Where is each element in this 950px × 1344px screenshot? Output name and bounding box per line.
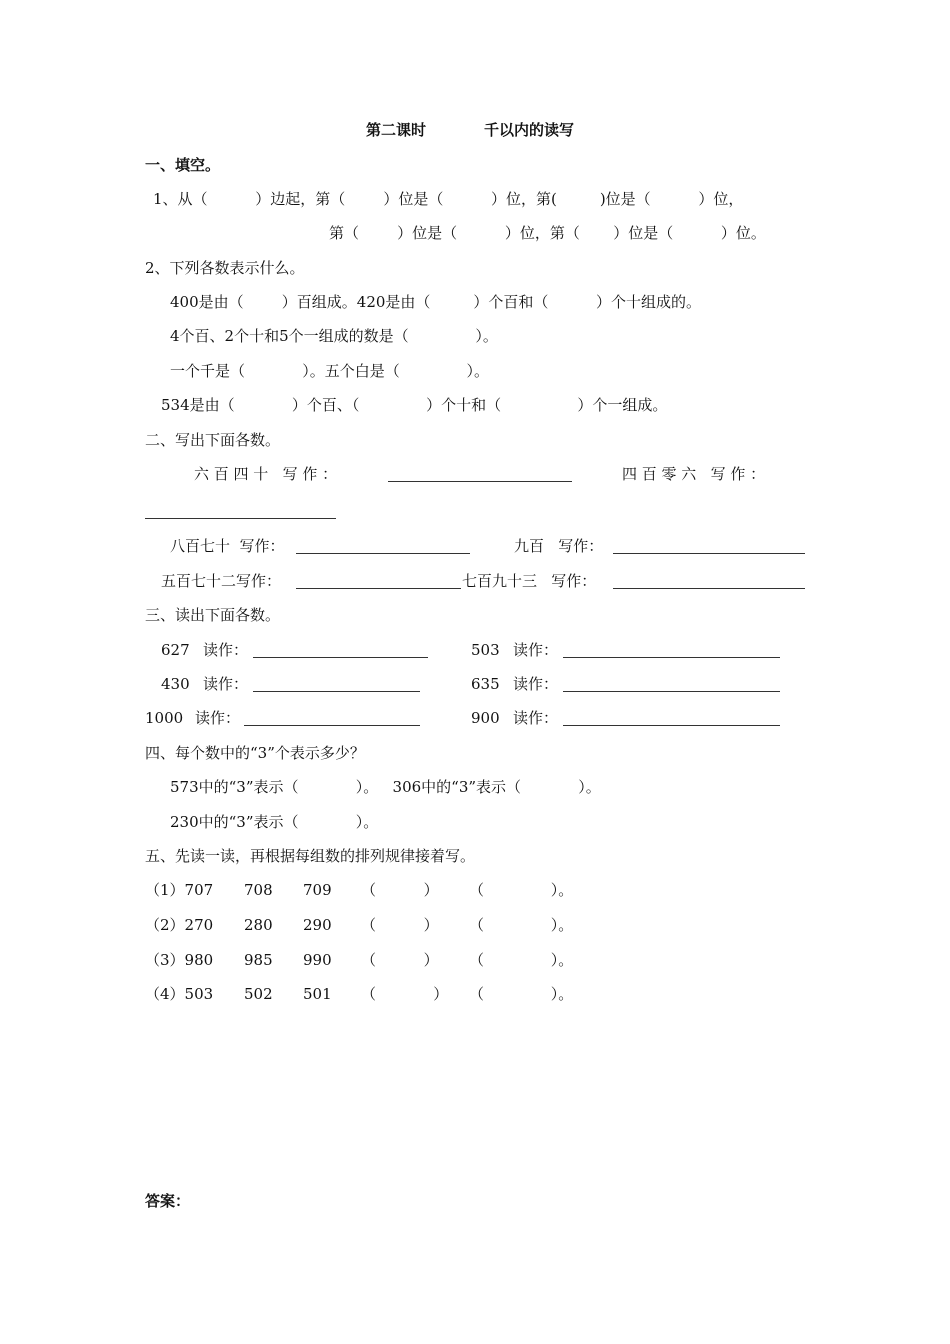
write-label-572: 五百七十二写作：	[161, 572, 282, 590]
answer-line-900[interactable]	[613, 552, 805, 554]
q1-line2: 第（ ）位是（ ）位，第（ ）位是（ ）位。	[329, 224, 766, 242]
section2-heading: 2、下列各数表示什么。	[145, 259, 305, 277]
seq-value: 280	[244, 916, 273, 934]
answer-line-572[interactable]	[296, 587, 461, 589]
seq-index: （4）503	[145, 985, 214, 1003]
section6-heading: 五、先读一读，再根据每组数的排列规律接着写。	[145, 847, 476, 865]
seq-index: （1）707	[145, 881, 214, 899]
read-label: 读作：	[203, 675, 249, 693]
write-label-640: 六 百 四 十 写 作 ：	[194, 465, 338, 483]
read-answer-line[interactable]	[253, 690, 420, 692]
s2-line2: 4个百、2个十和5个一组成的数是（ ）。	[170, 327, 498, 345]
seq-index: （2）270	[145, 916, 214, 934]
answer-heading: 答案：	[145, 1192, 191, 1210]
seq-blank[interactable]: （ ）。	[469, 951, 574, 969]
seq-value: 290	[303, 916, 332, 934]
read-num: 635	[471, 675, 500, 693]
answer-line-406[interactable]	[145, 517, 336, 519]
title-part1: 第二课时	[366, 121, 427, 139]
section3-heading: 二、写出下面各数。	[145, 431, 281, 449]
seq-blank[interactable]: （ ）。	[469, 985, 574, 1003]
seq-blank[interactable]: （ ）。	[469, 881, 574, 899]
read-answer-line[interactable]	[563, 724, 780, 726]
seq-value: 502	[244, 985, 273, 1003]
seq-blank[interactable]: （ ）。	[469, 916, 574, 934]
read-num: 503	[471, 641, 500, 659]
seq-value: 709	[303, 881, 332, 899]
read-num: 430	[161, 675, 190, 693]
s2-line1: 400是由（ ）百组成。420是由（ ）个百和（ ）个十组成的。	[170, 293, 702, 311]
seq-value: 985	[244, 951, 273, 969]
write-label-793: 七百九十三 写作：	[462, 572, 597, 590]
write-label-406: 四 百 零 六 写 作 ：	[622, 465, 766, 483]
write-label-870: 八百七十 写作：	[170, 537, 285, 555]
read-answer-line[interactable]	[253, 656, 428, 658]
read-label: 读作：	[513, 641, 559, 659]
read-label: 读作：	[203, 641, 249, 659]
read-answer-line[interactable]	[244, 724, 420, 726]
seq-blank[interactable]: （ ）	[361, 881, 439, 899]
section5-heading: 四、每个数中的“3”个表示多少？	[145, 744, 365, 762]
read-label: 读作：	[195, 709, 241, 727]
answer-line-870[interactable]	[296, 552, 470, 554]
seq-index: （3）980	[145, 951, 214, 969]
seq-value: 990	[303, 951, 332, 969]
read-num: 627	[161, 641, 190, 659]
answer-line-640[interactable]	[388, 480, 572, 482]
seq-blank[interactable]: （ ）	[361, 916, 439, 934]
q1-line1: 1、从（ ）边起，第（ ）位是（ ）位，第( )位是（ ）位，	[153, 190, 744, 208]
s2-line3: 一个千是（ ）。五个白是（ ）。	[170, 362, 489, 380]
seq-blank[interactable]: （ ）	[361, 951, 439, 969]
s5-line1: 573中的“3”表示（ ）。 306中的“3”表示（ ）。	[170, 778, 601, 796]
write-label-900: 九百 写作：	[514, 537, 604, 555]
s2-line4: 534是由（ ）个百、（ ）个十和（ ）个一组成。	[161, 396, 668, 414]
seq-blank[interactable]: （ ）	[361, 985, 449, 1003]
title-part2: 千以内的读写	[484, 121, 575, 139]
section4-heading: 三、读出下面各数。	[145, 606, 281, 624]
read-answer-line[interactable]	[563, 656, 780, 658]
read-label: 读作：	[513, 675, 559, 693]
read-answer-line[interactable]	[563, 690, 780, 692]
section1-heading: 一、填空。	[145, 156, 221, 174]
seq-value: 708	[244, 881, 273, 899]
read-num: 1000	[145, 709, 184, 727]
read-label: 读作：	[513, 709, 559, 727]
read-num: 900	[471, 709, 500, 727]
seq-value: 501	[303, 985, 332, 1003]
answer-line-793[interactable]	[613, 587, 805, 589]
s5-line2: 230中的“3”表示（ ）。	[170, 813, 379, 831]
